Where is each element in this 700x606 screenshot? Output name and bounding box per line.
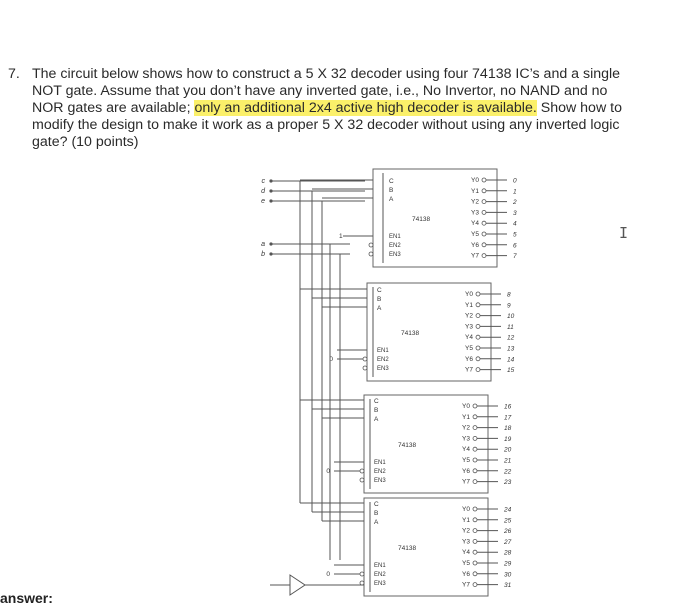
question-line-1: The circuit below shows how to construct a 5 X 32 decoder using four 74138 IC’s and a single bbox=[32, 66, 621, 82]
question-line-3-start: NOR gates are available; bbox=[32, 100, 191, 116]
output-pin-y2-1: Y2 bbox=[465, 312, 473, 320]
enable-pin-en1-0: EN1 bbox=[389, 234, 401, 240]
output-pin-y1-3: Y1 bbox=[462, 516, 470, 524]
output-pin-y4-2: Y4 bbox=[462, 446, 470, 454]
enable-pin-en3-3: EN3 bbox=[374, 581, 386, 587]
en2-constant-low-1: 0 bbox=[329, 356, 333, 363]
select-pin-c-0: C bbox=[389, 178, 394, 185]
input-label-d: d bbox=[261, 188, 265, 195]
output-number-26: 26 bbox=[504, 528, 512, 536]
output-number-21: 21 bbox=[504, 457, 512, 465]
en1-constant-high: 1 bbox=[339, 233, 343, 240]
chip-label-0: 74138 bbox=[412, 216, 431, 223]
output-number-29: 29 bbox=[504, 560, 512, 568]
output-number-28: 28 bbox=[504, 549, 512, 557]
enable-pin-en1-1: EN1 bbox=[377, 348, 389, 354]
output-number-22: 22 bbox=[504, 468, 512, 476]
output-number-1: 1 bbox=[513, 188, 517, 196]
question-line-3-end: Show how to bbox=[540, 100, 622, 116]
select-pin-a-1: A bbox=[377, 305, 382, 312]
output-pin-y7-1: Y7 bbox=[465, 366, 473, 374]
select-pin-a-0: A bbox=[389, 196, 394, 203]
enable-pin-en3-1: EN3 bbox=[377, 366, 389, 372]
output-number-17: 17 bbox=[504, 414, 512, 422]
output-pin-y3-1: Y3 bbox=[465, 323, 473, 331]
output-pin-y0-1: Y0 bbox=[465, 291, 473, 298]
question-line-5: gate? (10 points) bbox=[32, 134, 139, 150]
output-pin-y1-2: Y1 bbox=[462, 413, 470, 421]
question-line-4: modify the design to make it work as a proper 5 X 32 decoder without using any inverted logic bbox=[32, 117, 620, 133]
enable-pin-en2-1: EN2 bbox=[377, 357, 389, 363]
output-pin-y7-3: Y7 bbox=[462, 581, 470, 589]
output-number-3: 3 bbox=[513, 209, 517, 217]
output-pin-y6-3: Y6 bbox=[462, 570, 470, 578]
enable-pin-en2-0: EN2 bbox=[389, 243, 401, 249]
enable-bubble-2-2 bbox=[360, 478, 364, 482]
output-number-24: 24 bbox=[504, 506, 512, 514]
input-label-a: a bbox=[261, 241, 265, 248]
chip-label-3: 74138 bbox=[398, 545, 417, 552]
output-number-2: 2 bbox=[513, 199, 517, 207]
output-pin-y3-3: Y3 bbox=[462, 538, 470, 546]
select-pin-a-3: A bbox=[374, 519, 379, 526]
output-number-20: 20 bbox=[504, 446, 512, 454]
output-number-12: 12 bbox=[507, 334, 515, 342]
enable-pin-en1-2: EN1 bbox=[374, 460, 386, 466]
enable-bubble-2-1 bbox=[363, 366, 367, 370]
en2-constant-low-2: 0 bbox=[326, 468, 330, 475]
output-pin-y2-0: Y2 bbox=[471, 198, 479, 206]
output-pin-y2-3: Y2 bbox=[462, 527, 470, 535]
text-cursor-icon: I bbox=[619, 224, 629, 242]
output-number-18: 18 bbox=[504, 425, 512, 433]
enable-pin-en3-0: EN3 bbox=[389, 252, 401, 258]
select-pin-b-2: B bbox=[374, 407, 379, 414]
select-pin-b-1: B bbox=[377, 296, 382, 303]
output-pin-y4-3: Y4 bbox=[462, 549, 470, 557]
output-number-8: 8 bbox=[507, 291, 511, 299]
select-pin-a-2: A bbox=[374, 416, 379, 423]
output-number-25: 25 bbox=[504, 517, 512, 525]
input-label-c: c bbox=[261, 178, 265, 185]
output-number-7: 7 bbox=[513, 253, 517, 261]
enable-pin-en1-3: EN1 bbox=[374, 563, 386, 569]
answer-label: answer: bbox=[0, 590, 53, 606]
output-pin-y2-2: Y2 bbox=[462, 424, 470, 432]
output-pin-y1-0: Y1 bbox=[471, 187, 479, 195]
enable-pin-en2-2: EN2 bbox=[374, 469, 386, 475]
enable-bubble-2-0 bbox=[369, 252, 373, 256]
en2-constant-low-3: 0 bbox=[326, 571, 330, 578]
output-pin-y5-2: Y5 bbox=[462, 457, 470, 464]
output-pin-y1-1: Y1 bbox=[465, 301, 473, 309]
output-number-10: 10 bbox=[507, 313, 515, 321]
select-pin-b-0: B bbox=[389, 187, 394, 194]
output-pin-y7-2: Y7 bbox=[462, 478, 470, 486]
output-number-14: 14 bbox=[507, 356, 515, 364]
question-number: 7. bbox=[8, 66, 20, 82]
enable-bubble-1-2 bbox=[360, 469, 364, 473]
select-pin-c-1: C bbox=[377, 287, 382, 294]
output-pin-y3-0: Y3 bbox=[471, 209, 479, 217]
output-number-11: 11 bbox=[507, 323, 514, 331]
output-number-4: 4 bbox=[513, 220, 517, 228]
output-number-23: 23 bbox=[504, 479, 512, 487]
enable-bubble-1-3 bbox=[360, 572, 364, 576]
question-line-2: NOT gate. Assume that you don’t have any inverted gate, i.e., No Invertor, no NAND and no bbox=[32, 83, 608, 99]
highlighted-text: only an additional 2x4 active high decoder is available. bbox=[194, 100, 537, 116]
output-number-16: 16 bbox=[504, 403, 512, 411]
output-pin-y6-2: Y6 bbox=[462, 467, 470, 475]
input-label-b: b bbox=[261, 251, 265, 258]
select-pin-b-3: B bbox=[374, 510, 379, 517]
output-pin-y0-3: Y0 bbox=[462, 506, 470, 513]
output-pin-y4-0: Y4 bbox=[471, 220, 479, 228]
output-number-9: 9 bbox=[507, 302, 511, 310]
output-pin-y0-0: Y0 bbox=[471, 177, 479, 184]
enable-pin-en2-3: EN2 bbox=[374, 572, 386, 578]
enable-pin-en3-2: EN3 bbox=[374, 478, 386, 484]
output-pin-y5-0: Y5 bbox=[471, 231, 479, 238]
output-pin-y0-2: Y0 bbox=[462, 403, 470, 410]
output-pin-y3-2: Y3 bbox=[462, 435, 470, 443]
output-number-27: 27 bbox=[504, 538, 512, 546]
output-number-30: 30 bbox=[504, 571, 512, 579]
output-pin-y5-1: Y5 bbox=[465, 345, 473, 352]
enable-bubble-1-0 bbox=[369, 243, 373, 247]
output-pin-y5-3: Y5 bbox=[462, 560, 470, 567]
output-pin-y7-0: Y7 bbox=[471, 252, 479, 260]
output-number-19: 19 bbox=[504, 435, 512, 443]
chip-label-1: 74138 bbox=[401, 330, 420, 337]
enable-bubble-1-1 bbox=[363, 357, 367, 361]
output-pin-y6-1: Y6 bbox=[465, 355, 473, 363]
output-number-15: 15 bbox=[507, 367, 515, 375]
output-number-31: 31 bbox=[504, 582, 512, 590]
output-pin-y6-0: Y6 bbox=[471, 241, 479, 249]
not-gate-icon bbox=[290, 575, 305, 595]
output-number-6: 6 bbox=[513, 242, 517, 250]
chip-label-2: 74138 bbox=[398, 442, 417, 449]
output-number-13: 13 bbox=[507, 345, 515, 353]
output-number-0: 0 bbox=[513, 177, 517, 185]
output-pin-y4-1: Y4 bbox=[465, 334, 473, 342]
input-label-e: e bbox=[261, 198, 265, 205]
enable-bubble-2-3 bbox=[360, 581, 364, 585]
output-number-5: 5 bbox=[513, 231, 517, 239]
select-pin-c-2: C bbox=[374, 398, 379, 405]
select-pin-c-3: C bbox=[374, 501, 379, 508]
